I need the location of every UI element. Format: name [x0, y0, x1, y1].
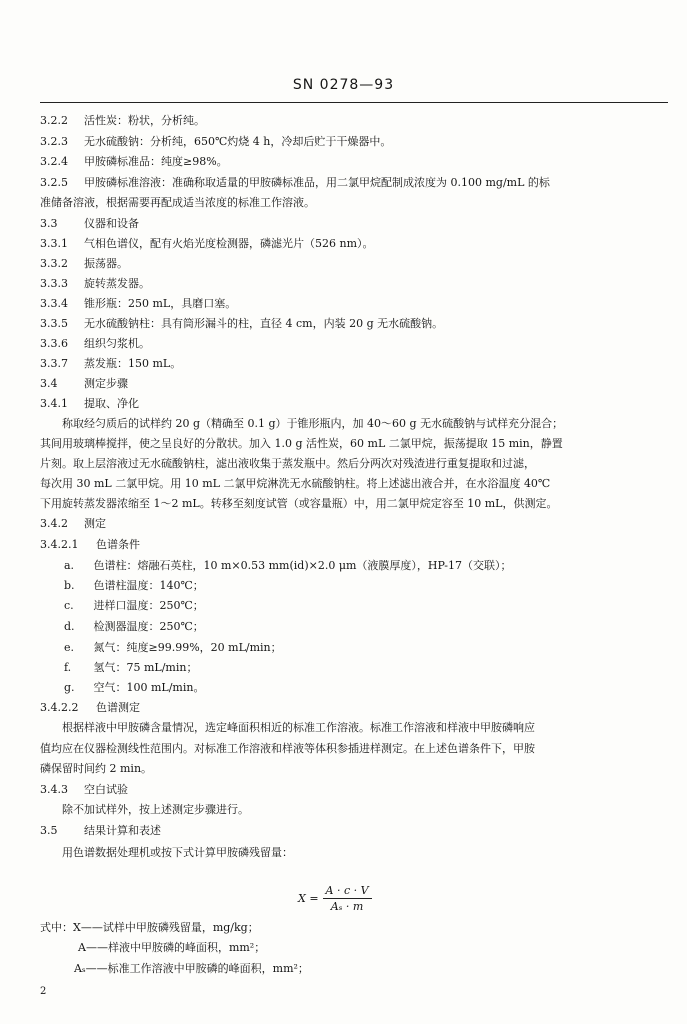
definition-text: X——试样中甲胺磷残留量，mg/kg； [73, 921, 259, 934]
clause-number: 3.3.3 [40, 277, 68, 290]
section-3-3-heading [40, 216, 139, 232]
clause-3-4-1-heading [40, 396, 139, 412]
clause-number: 3.3.4 [40, 297, 68, 310]
residue-formula [298, 884, 372, 913]
clause-3-4-2-heading [40, 516, 106, 532]
section-title: 仪器和设备 [84, 217, 139, 230]
paragraph-line: 每次用 30 mL 二氯甲烷。用 10 mL 二氯甲烷淋洗无水硫酸钠柱。将上述滤出液合并，在水浴温度 40℃ [40, 477, 551, 490]
item-label: g. [64, 681, 75, 694]
section-3-5-heading [40, 823, 161, 839]
section-number: 3.3 [40, 217, 58, 230]
clause-3-2-2 [40, 113, 205, 129]
item-label: a. [64, 559, 75, 572]
condition-item [64, 660, 197, 676]
header-rule [40, 102, 668, 103]
item-label: f. [64, 661, 72, 674]
clause-text: 组织匀浆机。 [84, 337, 150, 350]
condition-item [64, 578, 204, 594]
clause-title: 提取、净化 [84, 397, 139, 410]
page-number: 2 [40, 986, 47, 997]
item-label: c. [64, 599, 74, 612]
clause-number: 3.3.2 [40, 257, 68, 270]
clause-3-3-2 [40, 256, 128, 272]
clause-title: 色谱测定 [96, 701, 140, 714]
section-title: 结果计算和表述 [84, 824, 161, 837]
clause-3-2-4 [40, 154, 228, 170]
standard-code: SN 0278—93 [292, 77, 395, 93]
clause-number: 3.4.2.1 [40, 538, 79, 551]
item-text: 检测器温度：250℃； [93, 620, 204, 633]
clause-number: 3.4.2.2 [40, 701, 79, 714]
clause-title: 测定 [84, 517, 106, 530]
clause-number: 3.2.2 [40, 114, 68, 127]
clause-number: 3.3.7 [40, 357, 68, 370]
clause-text: 甲胺磷标准溶液：准确称取适量的甲胺磷标准品，用二氯甲烷配制成浓度为 0.100 mg/mL 的标 [84, 176, 550, 189]
clause-title: 色谱条件 [96, 538, 140, 551]
condition-item [64, 680, 204, 696]
paragraph-line: 称取经匀质后的试样约 20 g（精确至 0.1 g）于锥形瓶内，加 40～60 g 无水硫酸钠与试样充分混合； [62, 417, 564, 430]
clause-3-4-2-1-heading [40, 537, 140, 553]
clause-text: 无水硫酸钠柱：具有筒形漏斗的柱，直径 4 cm，内装 20 g 无水硫酸钠。 [84, 317, 444, 330]
item-label: b. [64, 579, 75, 592]
paragraph-line: 根据样液中甲胺磷含量情况，选定峰面积相近的标准工作溶液。标准工作溶液和样液中甲胺磷响应 [62, 721, 535, 734]
clause-3-3-4 [40, 296, 236, 312]
item-text: 氮气：纯度≥99.99%，20 mL/min； [93, 641, 282, 654]
section-3-4-heading [40, 376, 128, 392]
paragraph-line: 值均应在仪器检测线性范围内。对标准工作溶液和样液等体积参插进样测定。在上述色谱条件下，甲胺 [40, 742, 535, 755]
clause-text: 旋转蒸发器。 [84, 277, 150, 290]
paragraph-line: 用色谱数据处理机或按下式计算甲胺磷残留量： [62, 846, 293, 859]
clause-number: 3.4.3 [40, 783, 68, 796]
clause-3-3-3 [40, 276, 150, 292]
clause-text: 甲胺磷标准品：纯度≥98%。 [84, 155, 228, 168]
paragraph-line: 下用旋转蒸发器浓缩至 1～2 mL。转移至刻度试管（或容量瓶）中，用二氯甲烷定容至 10 mL，供测定。 [40, 497, 558, 510]
clause-text: 无水硫酸钠：分析纯，650℃灼烧 4 h，冷却后贮于干燥器中。 [84, 135, 392, 148]
clause-3-4-3-heading [40, 782, 128, 798]
clause-3-3-5 [40, 316, 443, 332]
clause-text: 振荡器。 [84, 257, 128, 270]
paragraph-line: 除不加试样外，按上述测定步骤进行。 [62, 803, 249, 816]
item-text: 色谱柱：熔融石英柱，10 m×0.53 mm(id)×2.0 μm（液膜厚度），HP-17（交联）； [93, 559, 512, 572]
clause-number: 3.3.6 [40, 337, 68, 350]
paragraph-line: 片刻。取上层溶液过无水硫酸钠柱，滤出液收集于蒸发瓶中。然后分两次对残渣进行重复提取和过滤， [40, 457, 535, 470]
section-number: 3.5 [40, 824, 58, 837]
clause-text: 蒸发瓶：150 mL。 [84, 357, 182, 370]
paragraph-line: 其间用玻璃棒搅拌，使之呈良好的分散状。加入 1.0 g 活性炭，60 mL 二氯甲烷，振荡提取 15 min，静置 [40, 437, 563, 450]
formula-denominator: Aₛ · m [330, 900, 364, 913]
item-text: 色谱柱温度：140℃； [93, 579, 204, 592]
clause-3-2-3 [40, 134, 391, 150]
clause-number: 3.4.2 [40, 517, 68, 530]
clause-number: 3.4.1 [40, 397, 68, 410]
condition-item [64, 619, 204, 635]
definition-line: A——样液中甲胺磷的峰面积，mm²； [78, 941, 266, 954]
section-title: 测定步骤 [84, 377, 128, 390]
clause-text: 活性炭：粉状，分析纯。 [84, 114, 205, 127]
clause-3-3-1 [40, 236, 374, 252]
clause-3-3-7 [40, 356, 181, 372]
formula-lhs: X = [298, 892, 319, 905]
formula-fraction [323, 884, 372, 913]
item-text: 氢气：75 mL/min； [93, 661, 198, 674]
item-label: d. [64, 620, 75, 633]
paragraph-line: 磷保留时间约 2 min。 [40, 762, 153, 775]
definition-line: Aₛ——标准工作溶液中甲胺磷的峰面积，mm²； [74, 962, 309, 975]
clause-title: 空白试验 [84, 783, 128, 796]
clause-number: 3.2.4 [40, 155, 68, 168]
condition-item [64, 558, 512, 574]
clause-number: 3.3.5 [40, 317, 68, 330]
clause-3-3-6 [40, 336, 150, 352]
item-text: 进样口温度：250℃； [93, 599, 204, 612]
condition-item [64, 640, 282, 656]
clause-text: 锥形瓶：250 mL，具磨口塞。 [84, 297, 237, 310]
clause-number: 3.2.5 [40, 176, 68, 189]
clause-3-2-5-cont: 准储备溶液，根据需要再配成适当浓度的标准工作溶液。 [40, 196, 315, 209]
clause-3-4-2-2-heading [40, 700, 140, 716]
where-label: 式中： [40, 921, 73, 934]
clause-3-2-5 [40, 175, 550, 191]
definition-line [40, 920, 259, 936]
clause-text: 气相色谱仪，配有火焰光度检测器，磷滤光片（526 nm）。 [84, 237, 374, 250]
clause-number: 3.3.1 [40, 237, 68, 250]
item-label: e. [64, 641, 75, 654]
section-number: 3.4 [40, 377, 58, 390]
formula-numerator: A · c · V [323, 884, 372, 899]
item-text: 空气：100 mL/min。 [93, 681, 205, 694]
condition-item [64, 598, 204, 614]
clause-number: 3.2.3 [40, 135, 68, 148]
